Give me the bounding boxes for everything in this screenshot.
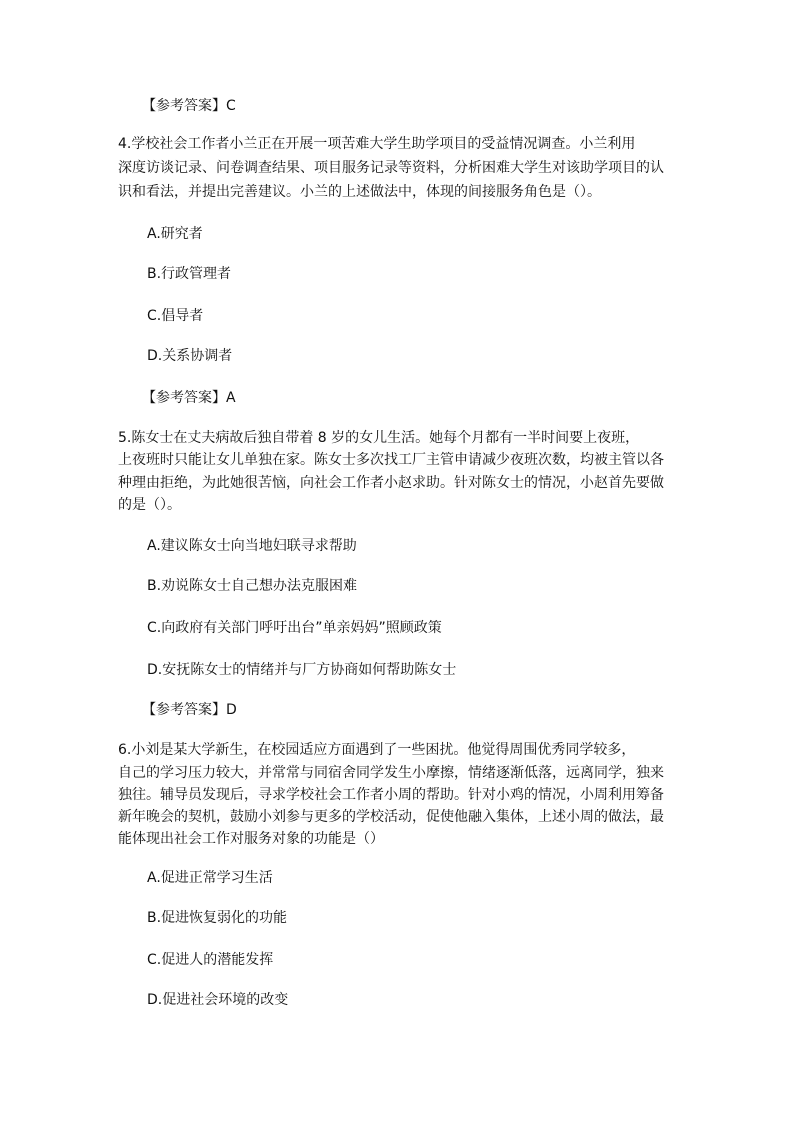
option-5c: C.向政府有关部门呼吁出台”单亲妈妈”照顾政策	[147, 620, 442, 636]
option-4c: C.倡导者	[147, 308, 204, 324]
answer-q3: 【参考答案】C	[142, 98, 236, 114]
option-5a: A.建议陈女士向当地妇联寻求帮助	[147, 538, 357, 554]
answer-q4: 【参考答案】A	[142, 390, 236, 406]
question-5-line-3: 种理由拒绝，为此她很苦恼，向社会工作者小赵求助。针对陈女士的情况，小赵首先要做	[118, 475, 664, 491]
question-6-line-5: 能体现出社会工作对服务对象的功能是（）	[118, 831, 384, 847]
option-6b: B.促进恢复弱化的功能	[147, 910, 288, 926]
option-6c: C.促进人的潜能发挥	[147, 952, 274, 968]
option-4d: D.关系协调者	[147, 348, 233, 364]
question-6-line-2: 自己的学习压力较大，并常常与同宿舍同学发生小摩擦，情绪逐渐低落，远离同学，独来	[118, 765, 664, 781]
option-6d: D.促进社会环境的改变	[147, 992, 289, 1008]
option-6a: A.促进正常学习生活	[147, 870, 273, 886]
option-5d: D.安抚陈女士的情绪并与厂方协商如何帮助陈女士	[147, 662, 457, 678]
question-5-line-2: 上夜班时只能让女儿单独在家。陈女士多次找工厂主管申请减少夜班次数，均被主管以各	[118, 452, 664, 468]
answer-q5: 【参考答案】D	[142, 702, 237, 718]
question-6-line-4: 新年晚会的契机，鼓励小刘参与更多的学校活动，促使他融入集体，上述小周的做法，最	[118, 809, 664, 825]
question-4-line-2: 深度访谈记录、问卷调查结果、项目服务记录等资料，分析困难大学生对该助学项目的认	[118, 160, 664, 176]
question-5-line-1: 5.陈女士在丈夫病故后独自带着 8 岁的女儿生活。她每个月都有一半时间要上夜班，	[118, 430, 640, 446]
question-6-line-1: 6.小刘是某大学新生，在校园适应方面遇到了一些困扰。他觉得周围优秀同学较多，	[118, 742, 636, 758]
question-5-line-4: 的是（）。	[118, 497, 181, 513]
option-4a: A.研究者	[147, 226, 203, 242]
question-4-line-3: 识和看法，并提出完善建议。小兰的上述做法中，体现的间接服务角色是（）。	[118, 184, 601, 200]
option-4b: B.行政管理者	[147, 266, 232, 282]
question-6-line-3: 独往。辅导员发现后，寻求学校社会工作者小周的帮助。针对小鸡的情况，小周利用筹备	[118, 787, 664, 803]
option-5b: B.劝说陈女士自己想办法克服困难	[147, 578, 358, 594]
question-4-line-1: 4.学校社会工作者小兰正在开展一项苦难大学生助学项目的受益情况调查。小兰利用	[118, 136, 636, 152]
